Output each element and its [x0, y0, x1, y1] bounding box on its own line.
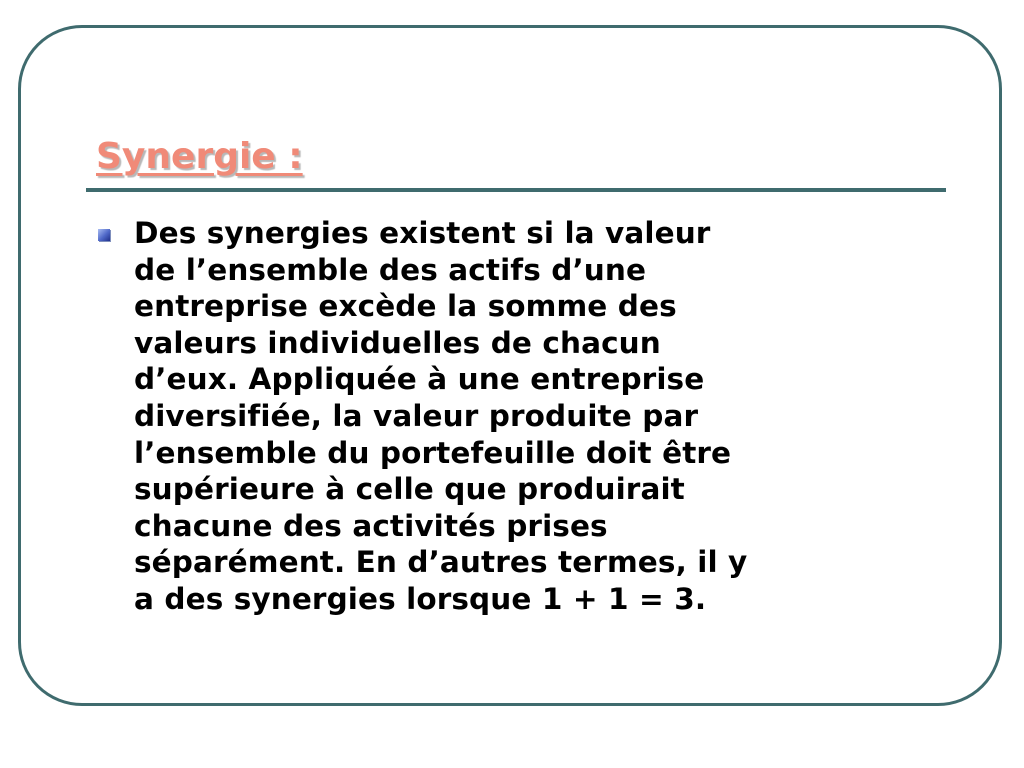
text-line: entreprise excède la somme des [134, 289, 677, 324]
text-line: a des synergies lorsque 1 + 1 = 3. [134, 581, 707, 616]
square-bullet-icon [98, 229, 110, 241]
text-line: diversifiée, la valeur produite par [134, 398, 699, 433]
text-line: chacune des activités prises [134, 508, 608, 543]
text-line: valeurs individuelles de chacun [134, 325, 661, 360]
slide-title: Synergie : [96, 136, 303, 177]
text-line: Des synergies existent si la valeur [134, 216, 711, 250]
text-line: supérieure à celle que produirait [134, 472, 685, 507]
text-line: l’ensemble du portefeuille doit être [134, 435, 732, 470]
text-line: séparément. En d’autres termes, il y [134, 545, 748, 580]
text-line: de l’ensemble des actifs d’une [134, 252, 647, 287]
bullet-text [134, 215, 934, 618]
title-divider [86, 188, 946, 192]
text-line: d’eux. Appliquée à une entreprise [134, 362, 705, 397]
